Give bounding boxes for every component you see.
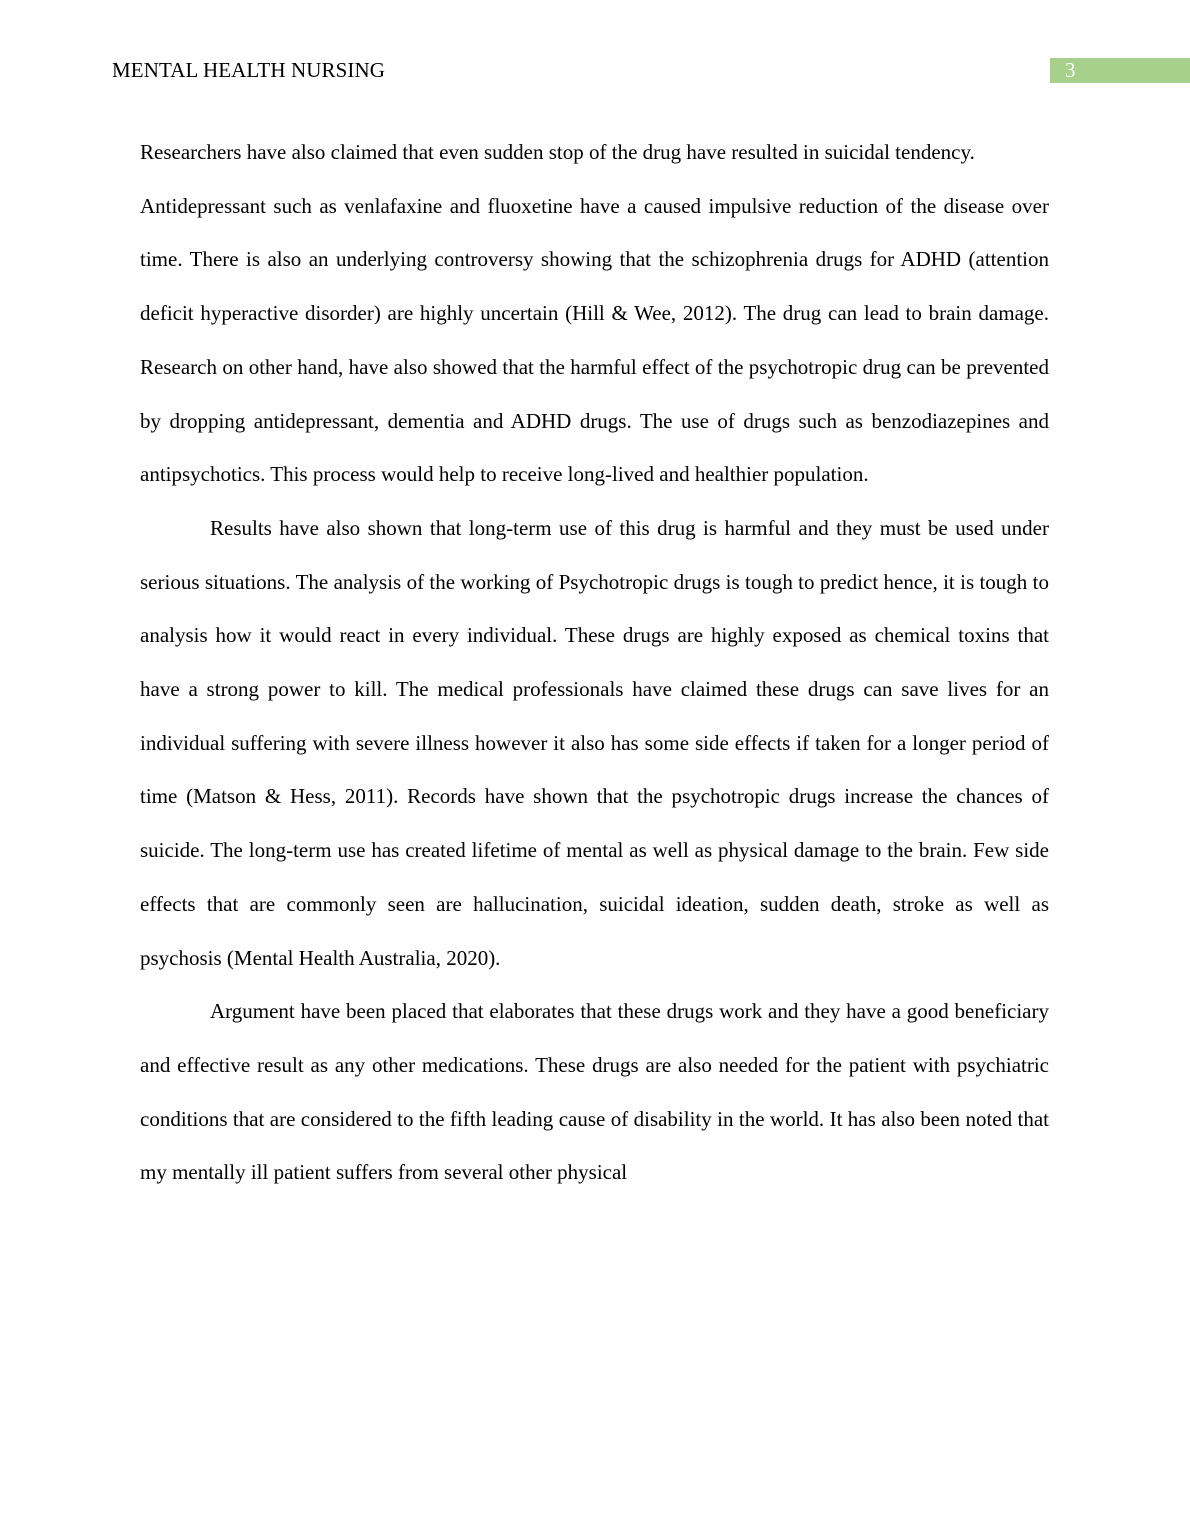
page-number: 3: [1065, 58, 1076, 82]
running-head: MENTAL HEALTH NURSING: [112, 58, 386, 82]
paragraph-4: Argument have been placed that elaborates that these drugs work and they have a good beneficiary and effective result as any other medications. These drugs are also needed for the patient with psychiatric conditions that are considered to the fifth leading cause of disability in the world. It has also been noted that my mentally ill patient suffers from several other physical: [140, 999, 1049, 1185]
paragraph-2: Antidepressant such as venlafaxine and fluoxetine have a caused impulsive reduction of the disease over time. There is also an underlying controversy showing that the schizophrenia drugs for ADHD (attention deficit hyperactive disorder) are highly uncertain (Hill & Wee, 2012). The drug can lead to brain damage. Research on other hand, have also showed that the harmful effect of the psychotropic drug can be prevented by dropping antidepressant, dementia and ADHD drugs. The use of drugs such as benzodiazepines and antipsychotics. This process would help to receive long-lived and healthier population.: [140, 193, 1049, 487]
document-body: [140, 126, 1049, 1200]
paragraph-1: Researchers have also claimed that even sudden stop of the drug have resulted in suicidal tendency.: [140, 140, 975, 164]
page-number-box: [1050, 58, 1190, 83]
paragraph-3: Results have also shown that long-term use of this drug is harmful and they must be used under serious situations. The analysis of the working of Psychotropic drugs is tough to predict hence, it is tough to analysis how it would react in every individual. These drugs are highly exposed as chemical toxins that have a strong power to kill. The medical professionals have claimed these drugs can save lives for an individual suffering with severe illness however it also has some side effects if taken for a longer period of time (Matson & Hess, 2011). Records have shown that the psychotropic drugs increase the chances of suicide. The long-term use has created lifetime of mental as well as physical damage to the brain. Few side effects that are commonly seen are hallucination, suicidal ideation, sudden death, stroke as well as psychosis (Mental Health Australia, 2020).: [140, 515, 1049, 970]
